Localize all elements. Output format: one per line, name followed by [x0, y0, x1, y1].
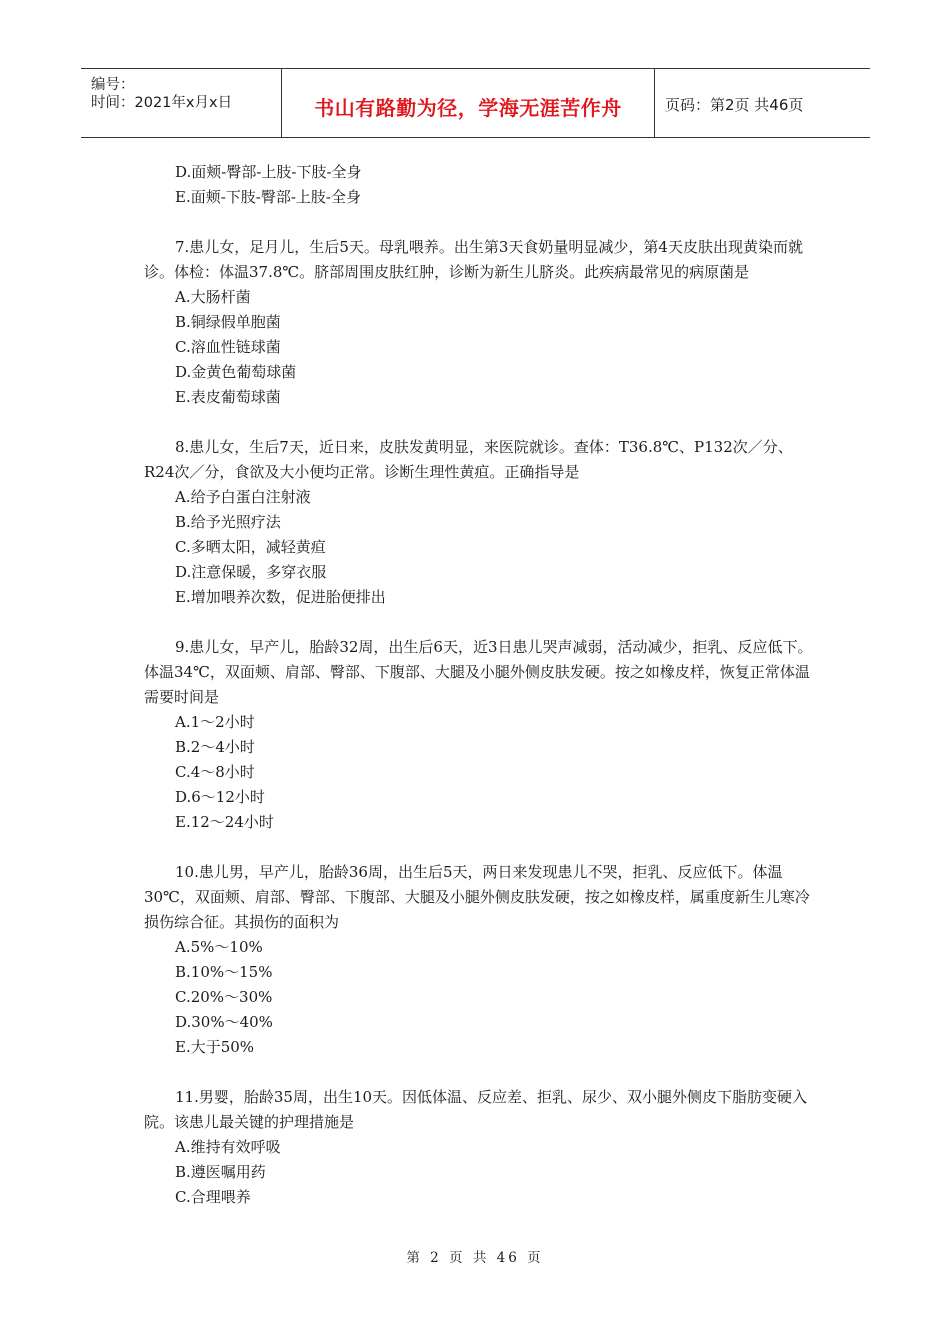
question-11	[144, 1085, 814, 1210]
option-e: E.12～24小时	[175, 813, 274, 831]
question-stem: 10.患儿男，早产儿，胎龄36周，出生后5天，两日来发现患儿不哭，拒乳、反应低下。体温30℃，双面颊、肩部、臀部、下腹部、大腿及小腿外侧皮肤发硬，按之如橡皮样，属重度新生儿寒冷损伤综合征。其损伤的面积为	[144, 863, 810, 931]
option-d: D.30%～40%	[175, 1013, 273, 1031]
question-7	[144, 235, 814, 410]
option-d: D.面颊-臀部-上肢-下肢-全身	[175, 163, 362, 181]
question-stem: 8.患儿女，生后7天，近日来，皮肤发黄明显，来医院就诊。查体：T36.8℃、P132次／分、R24次／分，食欲及大小便均正常。诊断生理性黄疸。正确指导是	[144, 438, 793, 481]
option-a: A.大肠杆菌	[175, 288, 251, 306]
question-stem: 11.男婴，胎龄35周，出生10天。因低体温、反应差、拒乳、尿少、双小腿外侧皮下脂肪变硬入院。该患儿最关键的护理措施是	[144, 1088, 808, 1131]
option-c: C.20%～30%	[175, 988, 273, 1006]
question-9	[144, 635, 814, 835]
page-footer: 第 2 页 共 46 页	[406, 1250, 544, 1266]
page-info: 页码：第2页 共46页	[665, 96, 804, 114]
option-e: E.大于50%	[175, 1038, 255, 1056]
option-d: D.金黄色葡萄球菌	[175, 363, 297, 381]
option-a: A.维持有效呼吸	[175, 1138, 281, 1156]
option-c: C.4～8小时	[175, 763, 255, 781]
doc-time-label: 时间：2021年x月x日	[91, 95, 233, 111]
option-c: C.多晒太阳，减轻黄疸	[175, 538, 326, 556]
page-header	[81, 68, 870, 138]
option-b: B.2～4小时	[175, 738, 255, 756]
header-meta-cell	[81, 69, 282, 137]
option-c: C.溶血性链球菌	[175, 338, 281, 356]
header-motto-cell	[282, 69, 655, 137]
motto-text: 书山有路勤为径，学海无涯苦作舟	[314, 96, 622, 120]
question-8	[144, 435, 814, 610]
doc-number-label: 编号：	[91, 77, 135, 93]
option-b: B.给予光照疗法	[175, 513, 281, 531]
option-e: E.面颊-下肢-臀部-上肢-全身	[175, 188, 361, 206]
option-b: B.10%～15%	[175, 963, 273, 981]
question-content	[144, 160, 814, 1210]
option-c: C.合理喂养	[175, 1188, 251, 1206]
option-d: D.6～12小时	[175, 788, 265, 806]
header-page-cell	[655, 69, 870, 137]
option-e: E.增加喂养次数，促进胎便排出	[175, 588, 386, 606]
question-6-tail	[144, 160, 814, 210]
option-a: A.给予白蛋白注射液	[175, 488, 311, 506]
option-e: E.表皮葡萄球菌	[175, 388, 281, 406]
option-b: B.遵医嘱用药	[175, 1163, 266, 1181]
question-stem: 7.患儿女，足月儿，生后5天。母乳喂养。出生第3天食奶量明显减少，第4天皮肤出现黄染而就诊。体检：体温37.8℃。脐部周围皮肤红肿，诊断为新生儿脐炎。此疾病最常见的病原菌是	[144, 238, 803, 281]
question-stem: 9.患儿女，早产儿，胎龄32周，出生后6天，近3日患儿哭声减弱，活动减少，拒乳、反应低下。体温34℃，双面颊、肩部、臀部、下腹部、大腿及小腿外侧皮肤发硬。按之如橡皮样，恢复正常体温需要时间是	[144, 638, 813, 706]
option-d: D.注意保暖，多穿衣服	[175, 563, 327, 581]
option-b: B.铜绿假单胞菌	[175, 313, 281, 331]
option-a: A.5%～10%	[175, 938, 263, 956]
question-10	[144, 860, 814, 1060]
option-a: A.1～2小时	[175, 713, 255, 731]
